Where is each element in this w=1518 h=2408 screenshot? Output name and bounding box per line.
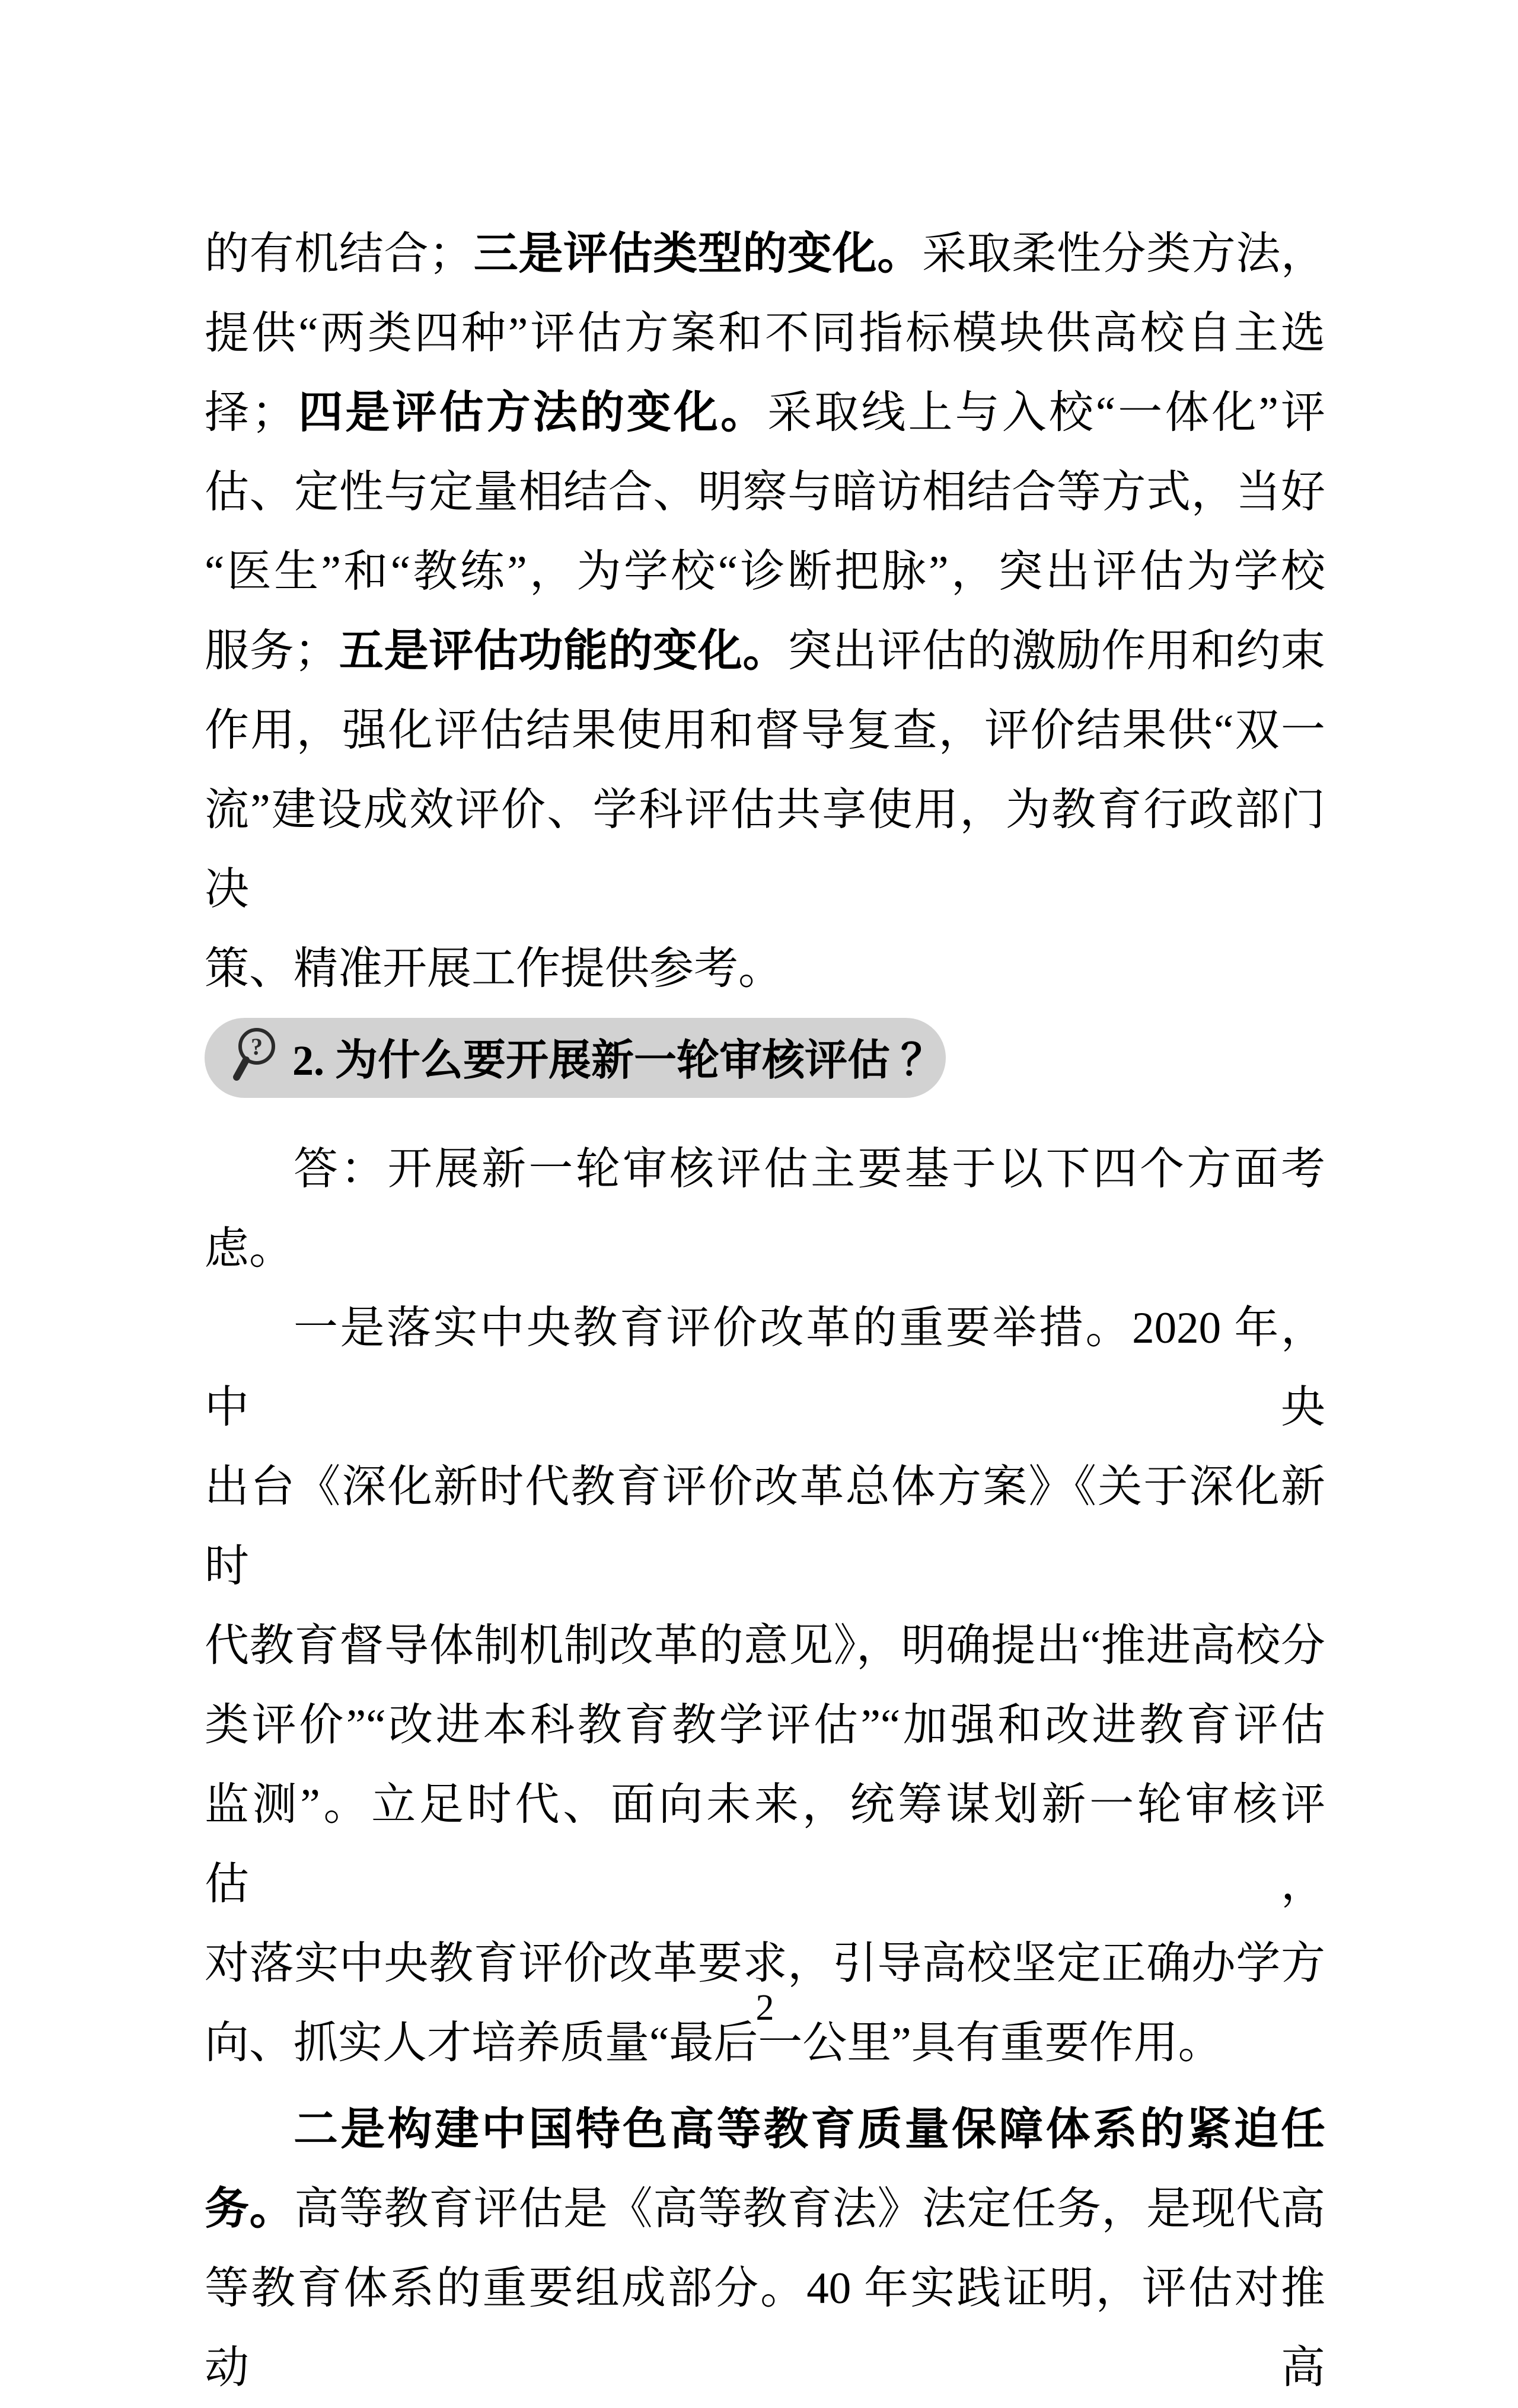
question-2-heading-label: 2. 为什么要开展新一轮审核评估 ？ bbox=[292, 1037, 944, 1084]
bold-text-run: 二是构建中国特色高等教育质量保障体系的紧迫任 bbox=[294, 2105, 1325, 2154]
text-line bbox=[205, 532, 1325, 612]
text-run: 策、精准开展工作提供参考。 bbox=[205, 944, 783, 994]
text-line bbox=[205, 1765, 1325, 1924]
text-line bbox=[205, 215, 1325, 294]
text-run: 答：开展新一轮审核评估主要基于以下四个方面考虑。 bbox=[205, 1145, 1325, 1273]
text-line bbox=[205, 2249, 1325, 2408]
svg-text:?: ? bbox=[251, 1033, 263, 1060]
bold-text-run: 五是评估功能的变化。 bbox=[339, 627, 788, 676]
bold-text-run: 务。 bbox=[205, 2185, 295, 2234]
text-run: 向、抓实人才培养质量“最后一公里”具有重要作用。 bbox=[205, 2019, 1223, 2068]
para-evaluation-changes bbox=[205, 215, 1325, 1009]
text-run: 采取线上与入校“一体化”评 bbox=[767, 388, 1325, 437]
text-run: 出台《深化新时代教育评价改革总体方案》《关于深化新时 bbox=[205, 1462, 1325, 1591]
text-run: 代教育督导体制机制改革的意见》，明确提出“推进高校分 bbox=[205, 1621, 1325, 1671]
text-line bbox=[205, 2170, 1325, 2249]
text-line bbox=[205, 1607, 1325, 1686]
para-reason-1 bbox=[205, 1289, 1325, 2083]
para-reason-2 bbox=[205, 2090, 1325, 2408]
page-number: 2 bbox=[755, 1988, 774, 2028]
text-line bbox=[205, 1289, 1325, 1448]
text-run: 的有机结合； bbox=[205, 229, 474, 279]
text-line bbox=[205, 930, 1325, 1009]
text-run: 对落实中央教育评价改革要求，引导高校坚定正确办学方 bbox=[205, 1939, 1325, 1988]
text-line bbox=[205, 453, 1325, 532]
text-run: “医生”和“教练”，为学校“诊断把脉”，突出评估为学校 bbox=[205, 547, 1325, 596]
text-line bbox=[205, 2090, 1325, 2170]
text-run: 择； bbox=[205, 388, 296, 437]
text-line bbox=[205, 294, 1325, 373]
text-run: 监测”。立足时代、面向未来，统筹谋划新一轮审核评估， bbox=[205, 1780, 1325, 1909]
text-line bbox=[205, 691, 1325, 771]
text-line bbox=[205, 1448, 1325, 1607]
text-run: 类评价”“改进本科教育教学评估”“加强和改进教育评估 bbox=[205, 1701, 1325, 1750]
text-line bbox=[205, 1686, 1325, 1765]
text-run: 估、定性与定量相结合、明察与暗访相结合等方式，当好 bbox=[205, 468, 1325, 517]
text-run: 采取柔性分类方法， bbox=[921, 229, 1325, 279]
para-answer-intro bbox=[205, 1130, 1325, 1289]
text-run: 突出评估的激励作用和约束 bbox=[787, 627, 1325, 676]
text-run: 等教育体系的重要组成部分。40 年实践证明，评估对推动高 bbox=[205, 2264, 1325, 2393]
text-run: 流”建设成效评价、学科评估共享使用，为教育行政部门决 bbox=[205, 785, 1325, 914]
text-line bbox=[205, 612, 1325, 691]
question-2-heading bbox=[205, 1018, 946, 1098]
text-run: 提供“两类四种”评估方案和不同指标模块供高校自主选 bbox=[205, 309, 1325, 358]
text-run: 高等教育评估是《高等教育法》法定任务，是现代高 bbox=[294, 2185, 1325, 2234]
bold-text-run: 四是评估方法的变化。 bbox=[296, 388, 768, 437]
bold-text-run: 三是评估类型的变化。 bbox=[473, 229, 922, 279]
page-text-block bbox=[205, 215, 1325, 2408]
text-line bbox=[205, 771, 1325, 930]
text-run: 一是落实中央教育评价改革的重要举措。2020 年，中央 bbox=[205, 1304, 1325, 1432]
text-line bbox=[205, 373, 1325, 453]
text-line bbox=[205, 1130, 1325, 1289]
text-run: 服务； bbox=[205, 627, 339, 676]
magnifier-question-icon bbox=[229, 1025, 289, 1114]
text-run: 作用，强化评估结果使用和督导复查，评价结果供“双一 bbox=[205, 706, 1325, 755]
